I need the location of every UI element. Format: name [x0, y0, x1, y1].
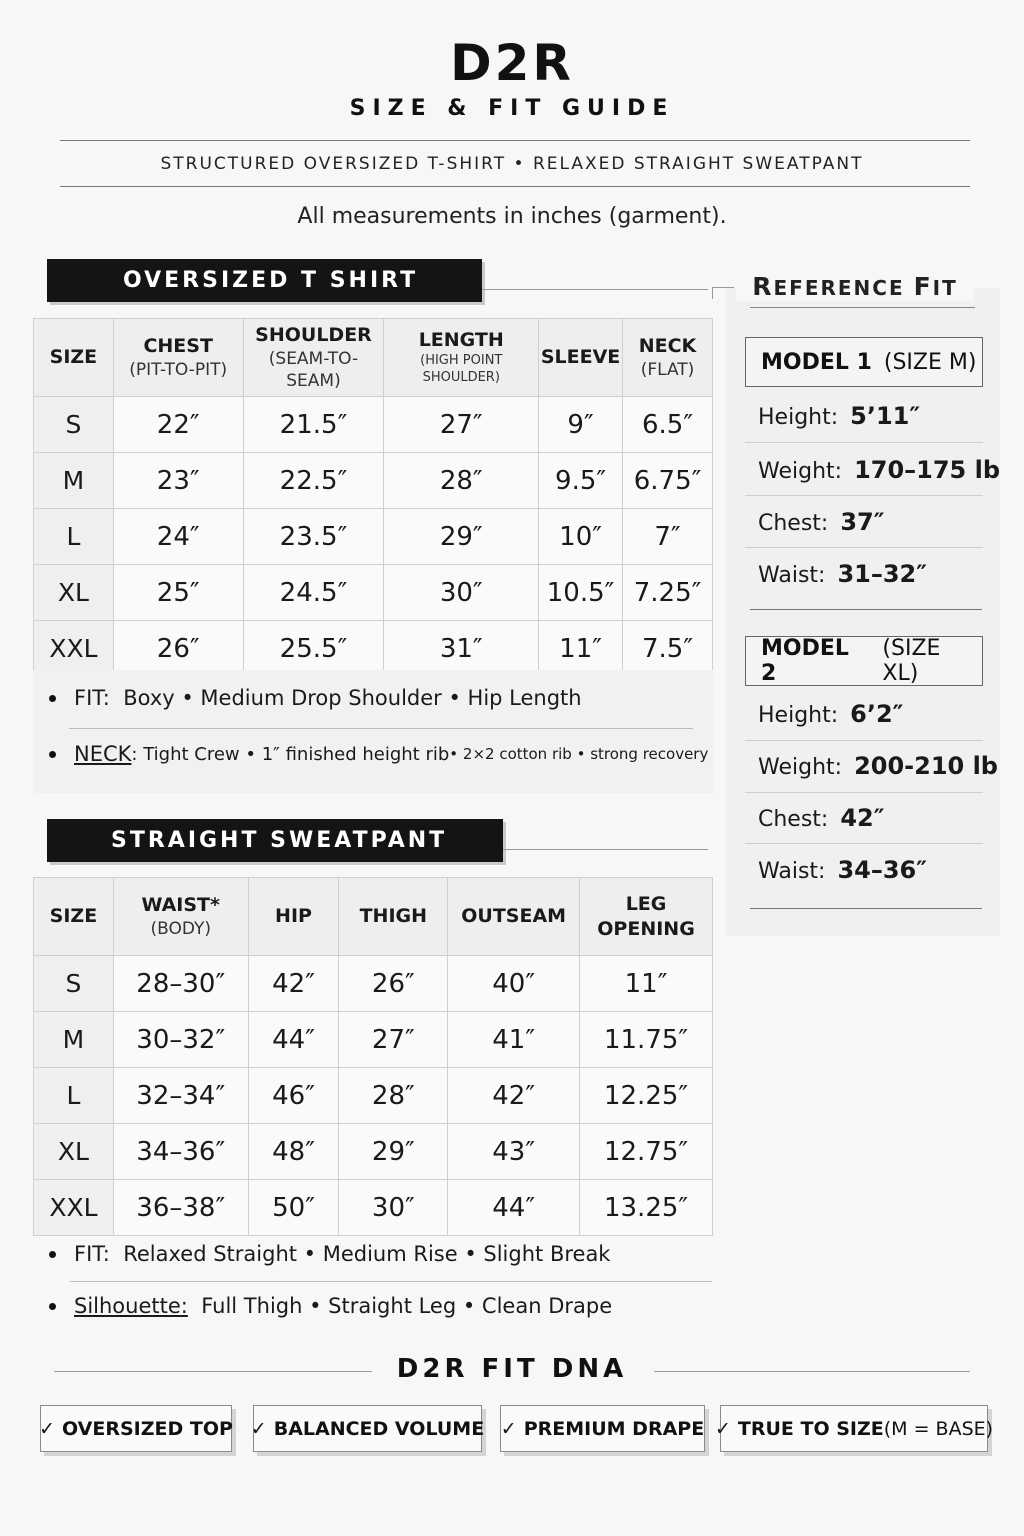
pant-row-m: [34, 1012, 713, 1068]
stat-divider: [745, 547, 983, 548]
tshirt-title-line: [482, 289, 708, 290]
pant-row-xxl: [34, 1180, 713, 1236]
length-cell: 28″: [384, 453, 539, 509]
model-1-label: MODEL 1 (SIZE M): [745, 337, 983, 387]
size-cell: L: [34, 509, 114, 565]
header-rule-bottom: [60, 186, 970, 187]
model-2-weight: Weight: 200-210 lb: [758, 752, 998, 780]
tshirt-col-sleeve: SLEEVE: [539, 319, 623, 397]
tshirt-row-m: [34, 453, 713, 509]
sleeve-cell: 11″: [539, 621, 623, 677]
model-2-height: Height: 6’2″: [758, 700, 904, 728]
chip-true-to-size: ✓ TRUE TO SIZE (M = BASE): [720, 1405, 988, 1452]
ref-title-tick: [712, 287, 713, 299]
model-1-waist: Waist: 31–32″: [758, 560, 927, 588]
waist-cell: 32–34″: [113, 1068, 248, 1124]
chip-oversized-top: ✓ OVERSIZED TOP: [40, 1405, 232, 1452]
tshirt-row-xxl: [34, 621, 713, 677]
model-2-chest: Chest: 42″: [758, 804, 885, 832]
model-1-chest: Chest: 37″: [758, 508, 885, 536]
silhouette-text: Full Thigh • Straight Leg • Clean Drape: [201, 1294, 613, 1318]
stat-divider: [745, 843, 983, 844]
size-cell: XL: [34, 1124, 114, 1180]
neck-text: : Tight Crew • 1″ finished height rib: [131, 743, 450, 765]
neck-label: NECK: [74, 742, 132, 766]
size-cell: S: [34, 956, 114, 1012]
model-2-label: MODEL 2 (SIZE XL): [745, 636, 983, 686]
bullet-icon: [49, 1251, 56, 1258]
pant-title-line: [503, 849, 708, 850]
silhouette-label: Silhouette:: [74, 1294, 188, 1318]
tshirt-col-neck: NECK (FLAT): [623, 319, 713, 397]
ref-title-underline: [750, 307, 975, 308]
brand-logo-text: D2R: [450, 34, 574, 92]
pant-notes-divider: [70, 1281, 712, 1282]
bullet-icon: [49, 695, 56, 702]
pant-row-xl: [34, 1124, 713, 1180]
thigh-cell: 29″: [339, 1124, 448, 1180]
model-1-height: Height: 5’11″: [758, 402, 921, 430]
size-cell: M: [34, 1012, 114, 1068]
fit-label: FIT:: [74, 686, 110, 710]
shoulder-cell: 22.5″: [243, 453, 384, 509]
shoulder-cell: 25.5″: [243, 621, 384, 677]
tshirt-fit-note: [49, 686, 582, 710]
neck-cell: 6.75″: [623, 453, 713, 509]
shoulder-cell: 23.5″: [243, 509, 384, 565]
pant-col-outseam: OUTSEAM: [448, 878, 580, 956]
chip-balanced-volume: ✓ BALANCED VOLUME: [253, 1405, 482, 1452]
pant-section-title: STRAIGHT SWEATPANT: [47, 819, 503, 862]
dna-rule-right: [654, 1371, 970, 1372]
model-divider: [750, 609, 982, 610]
thigh-cell: 27″: [339, 1012, 448, 1068]
waist-cell: 34–36″: [113, 1124, 248, 1180]
waist-cell: 36–38″: [113, 1180, 248, 1236]
stat-divider: [745, 495, 983, 496]
sleeve-cell: 10″: [539, 509, 623, 565]
tshirt-notes: [33, 670, 713, 793]
pant-col-size: SIZE: [34, 878, 114, 956]
tshirt-col-shoulder: SHOULDER (SEAM-TO-SEAM): [243, 319, 384, 397]
waist-cell: 30–32″: [113, 1012, 248, 1068]
tshirt-col-size: SIZE: [34, 319, 114, 397]
sleeve-cell: 9″: [539, 397, 623, 453]
tshirt-section-title: OVERSIZED T SHIRT: [47, 259, 482, 302]
chest-cell: 22″: [113, 397, 243, 453]
guide-title: SIZE & FIT GUIDE: [349, 96, 675, 121]
pant-col-hip: HIP: [248, 878, 339, 956]
sleeve-cell: 9.5″: [539, 453, 623, 509]
tshirt-neck-note: [49, 742, 708, 766]
hip-cell: 44″: [248, 1012, 339, 1068]
bullet-icon: [49, 1303, 56, 1310]
neck-detail: • 2×2 cotton rib • strong recovery: [449, 745, 709, 763]
length-cell: 30″: [384, 565, 539, 621]
check-icon: ✓: [39, 1417, 56, 1440]
panel-bottom-rule: [750, 908, 982, 909]
check-icon: ✓: [500, 1417, 517, 1440]
model-2-waist: Waist: 34–36″: [758, 856, 927, 884]
waist-cell: 28–30″: [113, 956, 248, 1012]
size-cell: XXL: [34, 621, 114, 677]
pant-fit-note: [49, 1242, 610, 1266]
leg-opening-cell: 11″: [580, 956, 713, 1012]
header-rule-top: [60, 140, 970, 141]
pant-col-waist: WAIST* (BODY): [113, 878, 248, 956]
neck-cell: 7.5″: [623, 621, 713, 677]
check-icon: ✓: [714, 1417, 731, 1440]
hip-cell: 48″: [248, 1124, 339, 1180]
pant-col-leg-opening: LEG OPENING: [580, 878, 713, 956]
hip-cell: 50″: [248, 1180, 339, 1236]
neck-cell: 7.25″: [623, 565, 713, 621]
stat-divider: [745, 740, 983, 741]
stat-divider: [745, 792, 983, 793]
tshirt-row-xl: [34, 565, 713, 621]
notes-divider: [69, 728, 693, 729]
neck-cell: 6.5″: [623, 397, 713, 453]
outseam-cell: 40″: [448, 956, 580, 1012]
tshirt-row-l: [34, 509, 713, 565]
product-line: STRUCTURED OVERSIZED T-SHIRT • RELAXED STRAIGHT SWEATPANT: [160, 154, 864, 174]
outseam-cell: 44″: [448, 1180, 580, 1236]
pant-row-s: [34, 956, 713, 1012]
outseam-cell: 43″: [448, 1124, 580, 1180]
leg-opening-cell: 13.25″: [580, 1180, 713, 1236]
thigh-cell: 28″: [339, 1068, 448, 1124]
sleeve-cell: 10.5″: [539, 565, 623, 621]
tshirt-col-chest: CHEST (PIT-TO-PIT): [113, 319, 243, 397]
thigh-cell: 30″: [339, 1180, 448, 1236]
tshirt-col-length: LENGTH (HIGH POINT SHOULDER): [384, 319, 539, 397]
length-cell: 29″: [384, 509, 539, 565]
chip-premium-drape: ✓ PREMIUM DRAPE: [500, 1405, 705, 1452]
shoulder-cell: 24.5″: [243, 565, 384, 621]
chest-cell: 24″: [113, 509, 243, 565]
leg-opening-cell: 11.75″: [580, 1012, 713, 1068]
shoulder-cell: 21.5″: [243, 397, 384, 453]
tshirt-size-table: [33, 318, 713, 677]
model-1-weight: Weight: 170–175 lb: [758, 456, 1001, 484]
chest-cell: 26″: [113, 621, 243, 677]
ref-title-line: [712, 287, 734, 288]
length-cell: 27″: [384, 397, 539, 453]
stat-divider: [745, 442, 983, 443]
reference-fit-title: REFERENCE FIT: [736, 272, 974, 301]
pant-size-table: [33, 877, 713, 1236]
size-cell: M: [34, 453, 114, 509]
chest-cell: 25″: [113, 565, 243, 621]
pant-row-l: [34, 1068, 713, 1124]
measurement-note: All measurements in inches (garment).: [297, 204, 727, 229]
fit-text: Relaxed Straight • Medium Rise • Slight Break: [123, 1242, 611, 1266]
outseam-cell: 41″: [448, 1012, 580, 1068]
chest-cell: 23″: [113, 453, 243, 509]
size-cell: XXL: [34, 1180, 114, 1236]
check-icon: ✓: [250, 1417, 267, 1440]
length-cell: 31″: [384, 621, 539, 677]
neck-cell: 7″: [623, 509, 713, 565]
pant-silhouette-note: [49, 1294, 612, 1318]
size-cell: S: [34, 397, 114, 453]
hip-cell: 42″: [248, 956, 339, 1012]
bullet-icon: [49, 751, 56, 758]
leg-opening-cell: 12.25″: [580, 1068, 713, 1124]
fit-dna-title: D2R FIT DNA: [396, 1354, 628, 1384]
tshirt-row-s: [34, 397, 713, 453]
pant-col-thigh: THIGH: [339, 878, 448, 956]
size-cell: L: [34, 1068, 114, 1124]
fit-text: Boxy • Medium Drop Shoulder • Hip Length: [123, 686, 582, 710]
outseam-cell: 42″: [448, 1068, 580, 1124]
leg-opening-cell: 12.75″: [580, 1124, 713, 1180]
hip-cell: 46″: [248, 1068, 339, 1124]
fit-label: FIT:: [74, 1242, 110, 1266]
thigh-cell: 26″: [339, 956, 448, 1012]
size-cell: XL: [34, 565, 114, 621]
